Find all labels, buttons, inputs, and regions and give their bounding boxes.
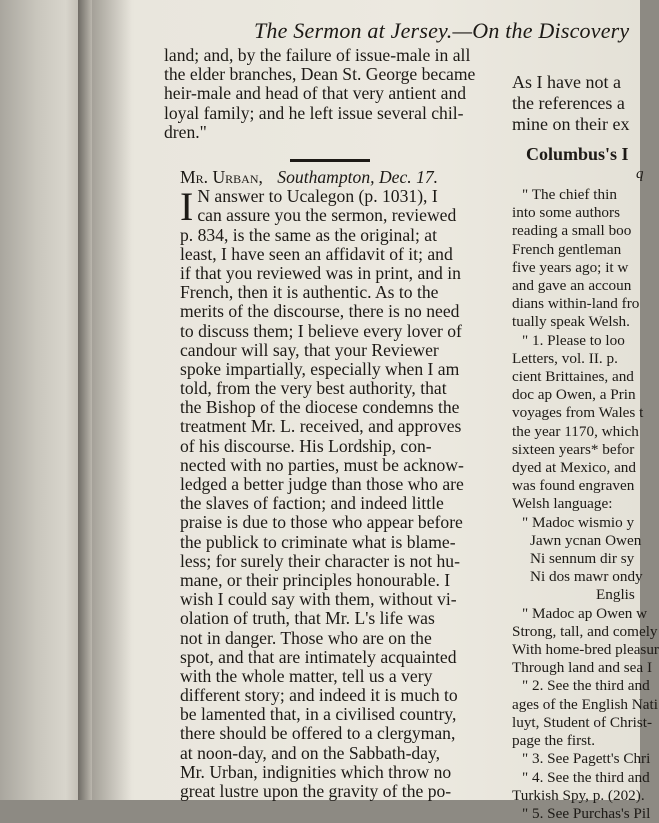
- text-line: different story; and indeed it is much to: [180, 685, 458, 706]
- text-line: was found engraven: [512, 477, 635, 495]
- text-line: dren.": [164, 121, 207, 142]
- text-line: ledged a better judge than those who are: [180, 474, 464, 494]
- section-rule: [290, 159, 370, 162]
- text-line: " 2. See the third and: [522, 677, 650, 695]
- text-line: and gave an accoun: [512, 277, 632, 295]
- text-line: " Madoc ap Owen w: [522, 604, 648, 622]
- text-line: Through land and sea I: [512, 659, 653, 677]
- text-line: page the first.: [512, 732, 596, 750]
- text-line: the publick to criminate what is blame-: [180, 531, 456, 552]
- text-line: the year 1170, which: [512, 422, 639, 440]
- text-line: treatment Mr. L. received, and approves: [180, 416, 462, 437]
- text-line: wish I could say with them, without vi-: [180, 589, 457, 610]
- column-2-top: [512, 72, 629, 135]
- letter-header: [180, 168, 464, 187]
- text-line: dians within-land fro: [512, 295, 640, 313]
- text-line: sixteen years* befor: [512, 440, 635, 458]
- text-line: p. 834, is the same as the original; at: [180, 224, 438, 245]
- text-line: less; for surely their character is not hu-: [180, 550, 460, 571]
- text-line: Turkish Spy, p. (202).: [512, 786, 645, 804]
- text-line: " Madoc wismio y: [522, 513, 635, 531]
- text-line: spoke impartially, especially when I am: [180, 358, 460, 379]
- running-head: The Sermon at Jersey.—On the Discovery: [254, 18, 630, 43]
- text-line: reading a small boo: [512, 222, 632, 240]
- text-line: As I have not a: [512, 72, 621, 92]
- text-line: there should be offered to a clergyman,: [180, 723, 456, 744]
- column-2-body: [512, 186, 659, 823]
- text-line: candour will say, that your Reviewer: [180, 339, 439, 360]
- text-line: praise is due to those who appear before: [180, 512, 463, 533]
- text-line: N answer to Ucalegon (p. 1031), I: [197, 186, 438, 207]
- text-line: Ni dos mawr ondy: [530, 568, 643, 586]
- text-line: if that you reviewed was in print, and in: [180, 262, 461, 283]
- text-line: luyt, Student of Christ-: [512, 713, 653, 731]
- text-line: Englis: [596, 586, 635, 604]
- letter-body: [180, 168, 464, 801]
- text-line: not in danger. Those who are on the: [180, 627, 432, 648]
- text-line: With home-bred pleasur: [512, 641, 659, 659]
- text-line: nected with no parties, must be acknow-: [180, 454, 464, 475]
- text-line: land; and, by the failure of issue-male in all: [164, 45, 471, 65]
- text-line: told, from the very best authority, that: [180, 378, 447, 399]
- text-line: spot, and that are intimately acquainted: [180, 646, 457, 667]
- text-line: tually speak Welsh.: [512, 313, 630, 331]
- text-line: cient Brittaines, and: [512, 368, 634, 386]
- column-1-top: [164, 46, 475, 142]
- text-line: at noon-day, and on the Sabbath-day,: [180, 742, 441, 763]
- text-line: to discuss them; I believe every lover of: [180, 320, 462, 341]
- text-line: Letters, vol. II. p.: [512, 349, 618, 367]
- text-line: olation of truth, that Mr. L's life was: [180, 608, 435, 629]
- text-line: Strong, tall, and comely: [512, 622, 658, 640]
- text-line: least, I have seen an affidavit of it; and: [180, 243, 453, 264]
- facing-page-edge: [0, 0, 82, 800]
- salutation: Mr. Urban,: [180, 167, 263, 187]
- text-line: " 3. See Pagett's Chri: [522, 750, 651, 768]
- text-line: " 1. Please to loo: [522, 331, 625, 349]
- section-subheading: q: [636, 166, 644, 182]
- text-line: Ni sennum dir sy: [530, 550, 635, 568]
- text-line: the slaves of faction; and indeed little: [180, 493, 444, 514]
- text-line: dyed at Mexico, and: [512, 459, 636, 477]
- text-line: great lustre upon the gravity of the po-: [180, 781, 452, 801]
- text-line: " 5. See Purchas's Pil: [522, 804, 651, 822]
- text-line: of his discourse. His Lordship, con-: [180, 435, 432, 456]
- text-line: mane, or their principles honourable. I: [180, 569, 451, 590]
- drop-cap: I: [180, 184, 194, 230]
- text-line: the elder branches, Dean St. George became: [164, 64, 476, 85]
- text-line: Jawn ycnan Owen: [530, 531, 642, 549]
- text-line: " 4. See the third and: [522, 768, 650, 786]
- text-line: can assure you the sermon, reviewed: [197, 205, 457, 226]
- section-heading: Columbus's I: [526, 144, 629, 164]
- text-line: " The chief thin: [522, 186, 617, 203]
- text-line: mine on their ex: [512, 114, 630, 134]
- text-line: five years ago; it w: [512, 258, 629, 276]
- text-line: into some authors: [512, 204, 620, 222]
- text-line: voyages from Wales t: [512, 404, 644, 422]
- text-line: doc ap Owen, a Prin: [512, 386, 636, 404]
- text-line: be lamented that, in a civilised country,: [180, 704, 457, 725]
- text-line: Welsh language:: [512, 495, 613, 513]
- text-line: with the whole matter, tell us a very: [180, 665, 433, 686]
- text-line: the Bishop of the diocese condemns the: [180, 397, 460, 418]
- text-line: Mr. Urban, indignities which throw no: [180, 761, 452, 782]
- gutter-shadow: [92, 0, 132, 800]
- text-line: heir-male and head of that very antient and: [164, 83, 467, 104]
- text-line: ages of the English Nati: [512, 695, 658, 713]
- text-line: the references a: [512, 93, 625, 113]
- text-line: loyal family; and he left issue several chil-: [164, 102, 464, 123]
- letter-paragraph: [180, 184, 464, 801]
- text-line: merits of the discourse, there is no need: [180, 301, 460, 322]
- text-line: French gentleman: [512, 240, 622, 258]
- text-line: French, then it is authentic. As to the: [180, 282, 439, 303]
- magazine-page: [92, 0, 659, 822]
- place-date: Southampton, Dec. 17.: [277, 167, 439, 187]
